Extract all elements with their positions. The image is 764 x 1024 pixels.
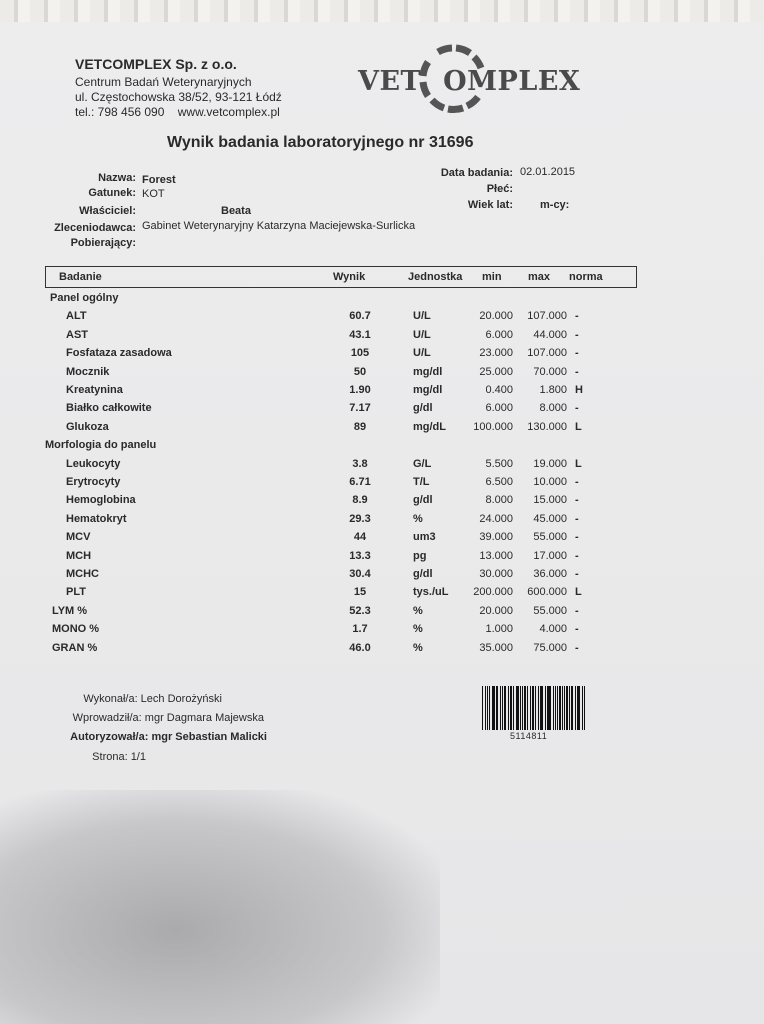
cell-wynik: 29.3 <box>349 512 371 525</box>
barcode-bar <box>571 686 573 730</box>
company-address-line-1: Centrum Badań Weterynaryjnych <box>75 75 252 89</box>
table-row <box>0 513 764 531</box>
cell-wynik: 52.3 <box>349 604 371 617</box>
barcode-bar <box>524 686 525 730</box>
company-name: VETCOMPLEX Sp. z o.o. <box>75 56 237 72</box>
data-badania-value: 02.01.2015 <box>520 166 576 178</box>
cell-name: Kreatynina <box>66 384 123 396</box>
table-row <box>0 310 764 328</box>
report-title: Wynik badania laboratoryjnego nr 31696 <box>167 134 474 151</box>
nazwa-value: Forest <box>142 174 176 186</box>
header-max: max <box>528 271 551 283</box>
cell-min: 100.000 <box>473 420 513 433</box>
zleceniodawca-label: Zleceniodawca: <box>54 222 136 234</box>
cell-max: 36.000 <box>533 568 567 580</box>
cell-name: AST <box>66 328 88 341</box>
header-wynik: Wynik <box>333 271 366 283</box>
cell-norma: - <box>575 476 579 488</box>
wlasciciel-value: Beata <box>221 205 251 217</box>
strona-line: Strona: 1/1 <box>92 751 146 763</box>
barcode-bar <box>564 686 565 730</box>
gatunek-label: Gatunek: <box>88 187 136 199</box>
cell-name: MCHC <box>66 568 99 580</box>
barcode-bar <box>520 686 521 730</box>
cell-min: 6.000 <box>485 402 513 415</box>
barcode-bar <box>502 686 503 730</box>
barcode-bar <box>547 686 548 730</box>
cell-max: 44.000 <box>533 328 567 341</box>
cell-jedn: g/dl <box>413 494 433 507</box>
cell-min: 1.000 <box>485 623 513 636</box>
gatunek-value: KOT <box>142 188 165 200</box>
cell-norma: - <box>575 568 579 580</box>
cell-min: 0.400 <box>485 384 513 396</box>
cell-jedn: % <box>413 641 423 654</box>
barcode-bar <box>578 686 579 730</box>
cell-min: 8.000 <box>485 494 513 507</box>
barcode-bar <box>517 686 518 730</box>
barcode-bar <box>557 686 558 730</box>
cell-norma: - <box>575 641 579 654</box>
barcode <box>482 686 586 730</box>
cell-min: 13.000 <box>479 549 513 562</box>
barcode-bar <box>516 686 517 730</box>
cell-norma: L <box>575 586 582 599</box>
cell-jedn: T/L <box>413 476 430 488</box>
cell-wynik: 7.17 <box>349 402 371 415</box>
cell-norma: - <box>575 310 579 323</box>
section-title: Morfologia do panelu <box>45 439 157 452</box>
cell-max: 130.000 <box>527 420 567 433</box>
autoryzowal-line: Autoryzował/a: mgr Sebastian Malicki <box>70 731 267 743</box>
barcode-bar <box>535 686 536 730</box>
cell-max: 4.000 <box>539 623 567 636</box>
cell-name: Fosfataza zasadowa <box>66 347 172 360</box>
cell-wynik: 46.0 <box>349 641 371 654</box>
cell-jedn: tys./uL <box>413 586 449 599</box>
cell-wynik: 50 <box>353 365 367 378</box>
cell-jedn: g/dl <box>413 568 433 580</box>
cell-jedn: pg <box>413 549 427 562</box>
header-badanie: Badanie <box>59 271 102 283</box>
logo-text-right: OMPLEX <box>443 66 581 97</box>
cell-jedn: U/L <box>413 328 431 341</box>
cell-wynik: 1.90 <box>349 384 371 396</box>
cell-wynik: 6.71 <box>349 476 371 488</box>
cell-jedn: mg/dL <box>413 420 446 433</box>
table-row <box>0 329 764 347</box>
barcode-bar <box>584 686 585 730</box>
barcode-bar <box>508 686 509 730</box>
cell-wynik: 43.1 <box>349 328 371 341</box>
cell-wynik: 3.8 <box>352 457 368 470</box>
header-min: min <box>482 271 502 283</box>
cell-max: 107.000 <box>527 347 567 360</box>
cell-wynik: 105 <box>350 347 370 360</box>
cell-name: MCH <box>66 549 92 562</box>
cell-norma: - <box>575 531 579 544</box>
barcode-bar <box>569 686 570 730</box>
cell-min: 200.000 <box>473 586 513 599</box>
cell-name: MCV <box>66 531 91 544</box>
barcode-bar <box>485 686 486 730</box>
cell-wynik: 60.7 <box>349 310 371 323</box>
cell-norma: - <box>575 494 579 507</box>
zleceniodawca-value: Gabinet Weterynaryjny Katarzyna Maciejewska-Surlicka <box>142 220 416 232</box>
cell-jedn: mg/dl <box>413 384 443 396</box>
barcode-bar <box>575 686 576 730</box>
barcode-bar <box>582 686 583 730</box>
table-row <box>0 347 764 365</box>
barcode-bar <box>487 686 488 730</box>
barcode-bar <box>510 686 512 730</box>
cell-max: 19.000 <box>533 457 567 470</box>
table-row <box>0 384 764 402</box>
cell-name: LYM % <box>52 604 88 617</box>
cell-norma: - <box>575 623 579 636</box>
table-row <box>0 366 764 384</box>
cell-wynik: 15 <box>353 586 367 599</box>
header-norma: norma <box>569 271 603 283</box>
cell-min: 20.000 <box>479 604 513 617</box>
table-row <box>0 531 764 549</box>
cell-min: 35.000 <box>479 641 513 654</box>
wiek-mcy-label: m-cy: <box>540 199 570 211</box>
cell-min: 39.000 <box>479 531 513 544</box>
cell-wynik: 1.7 <box>352 623 368 636</box>
barcode-bar <box>559 686 560 730</box>
barcode-bar <box>500 686 501 730</box>
barcode-bar <box>548 686 550 730</box>
plec-label: Płeć: <box>486 183 513 195</box>
pobierajacy-label: Pobierający: <box>70 237 136 249</box>
wlasciciel-label: Właściciel: <box>79 205 136 217</box>
cell-max: 55.000 <box>533 604 567 617</box>
cell-min: 6.500 <box>485 476 513 488</box>
cell-jedn: g/dl <box>413 402 433 415</box>
cell-name: Hematokryt <box>66 512 127 525</box>
cell-jedn: % <box>413 604 423 617</box>
barcode-bar <box>566 686 567 730</box>
cell-min: 30.000 <box>479 568 513 580</box>
table-row <box>0 568 764 586</box>
cell-norma: - <box>575 347 579 360</box>
barcode-bar <box>527 686 528 730</box>
table-row <box>0 458 764 476</box>
barcode-bar <box>553 686 554 730</box>
cell-min: 23.000 <box>479 347 513 360</box>
cell-norma: L <box>575 420 582 433</box>
cell-min: 24.000 <box>479 512 513 525</box>
photo-shadow <box>0 790 440 1024</box>
cell-name: ALT <box>66 310 87 323</box>
results-table-header <box>45 266 637 288</box>
barcode-bar <box>489 686 490 730</box>
cell-name: Erytrocyty <box>66 476 121 488</box>
cell-max: 55.000 <box>533 531 567 544</box>
wiek-label: Wiek lat: <box>467 199 513 211</box>
table-row <box>0 623 764 641</box>
cell-jedn: G/L <box>413 457 432 470</box>
cell-wynik: 8.9 <box>352 494 368 507</box>
cell-max: 8.000 <box>539 402 567 415</box>
barcode-bar <box>497 686 498 730</box>
company-address-line-3: tel.: 798 456 090 www.vetcomplex.pl <box>75 105 280 119</box>
cell-jedn: % <box>413 623 423 636</box>
cell-max: 75.000 <box>533 641 567 654</box>
cell-min: 6.000 <box>485 328 513 341</box>
cell-norma: H <box>575 384 583 396</box>
cell-norma: - <box>575 365 579 378</box>
cell-norma: - <box>575 549 579 562</box>
table-row <box>0 605 764 623</box>
cell-max: 107.000 <box>527 310 567 323</box>
cell-norma: - <box>575 402 579 415</box>
table-row <box>0 550 764 568</box>
table-row <box>0 586 764 604</box>
table-row <box>0 402 764 420</box>
cell-name: PLT <box>66 586 86 599</box>
cell-jedn: U/L <box>413 347 431 360</box>
cell-name: Mocznik <box>66 365 110 378</box>
cell-name: Leukocyty <box>66 457 121 470</box>
cell-max: 45.000 <box>533 512 567 525</box>
barcode-number: 5114811 <box>510 731 548 741</box>
cell-wynik: 89 <box>353 420 367 433</box>
table-row <box>0 476 764 494</box>
wprowadzil-line: Wprowadził/a: mgr Dagmara Majewska <box>72 712 264 724</box>
cell-max: 10.000 <box>533 476 567 488</box>
cell-jedn: U/L <box>413 310 431 323</box>
cell-max: 70.000 <box>533 365 567 378</box>
cell-jedn: um3 <box>413 531 436 544</box>
cell-norma: - <box>575 604 579 617</box>
barcode-bar <box>541 686 542 730</box>
vetcomplex-logo <box>358 66 580 97</box>
barcode-bar <box>532 686 534 730</box>
cell-wynik: 13.3 <box>349 549 371 562</box>
barcode-bar <box>522 686 523 730</box>
cell-norma: L <box>575 457 582 470</box>
cell-max: 17.000 <box>533 549 567 562</box>
header-jednostka: Jednostka <box>408 271 463 283</box>
data-badania-label: Data badania: <box>440 167 513 179</box>
cell-name: MONO % <box>52 623 100 636</box>
cell-name: GRAN % <box>52 641 98 654</box>
cell-jedn: % <box>413 512 423 525</box>
cell-name: Białko całkowite <box>66 402 152 415</box>
background-fabric <box>0 0 764 24</box>
barcode-bar <box>504 686 505 730</box>
cell-norma: - <box>575 512 579 525</box>
cell-wynik: 30.4 <box>349 568 371 580</box>
barcode-bar <box>482 686 483 730</box>
logo-text-left: VET <box>358 66 422 97</box>
barcode-bar <box>577 686 578 730</box>
cell-max: 15.000 <box>533 494 567 507</box>
barcode-bar <box>513 686 514 730</box>
barcode-bar <box>562 686 563 730</box>
table-row <box>0 642 764 660</box>
cell-jedn: mg/dl <box>413 365 443 378</box>
barcode-bar <box>540 686 541 730</box>
company-address-line-2: ul. Częstochowska 38/52, 93-121 Łódź <box>75 90 282 104</box>
barcode-bar <box>545 686 546 730</box>
barcode-bar <box>496 686 497 730</box>
table-row <box>0 494 764 512</box>
barcode-bar <box>492 686 494 730</box>
cell-wynik: 44 <box>353 531 367 544</box>
cell-min: 25.000 <box>479 365 513 378</box>
cell-name: Glukoza <box>66 420 109 433</box>
cell-name: Hemoglobina <box>66 494 136 507</box>
wykonal-line: Wykonał/a: Lech Dorożyński <box>83 693 222 705</box>
barcode-bar <box>530 686 531 730</box>
cell-norma: - <box>575 328 579 341</box>
section-title: Panel ogólny <box>50 292 119 304</box>
nazwa-label: Nazwa: <box>98 172 136 184</box>
cell-max: 600.000 <box>527 586 567 599</box>
cell-min: 5.500 <box>485 457 513 470</box>
table-row <box>0 421 764 439</box>
cell-min: 20.000 <box>479 310 513 323</box>
cell-max: 1.800 <box>539 384 567 396</box>
barcode-bar <box>538 686 539 730</box>
barcode-bar <box>555 686 556 730</box>
